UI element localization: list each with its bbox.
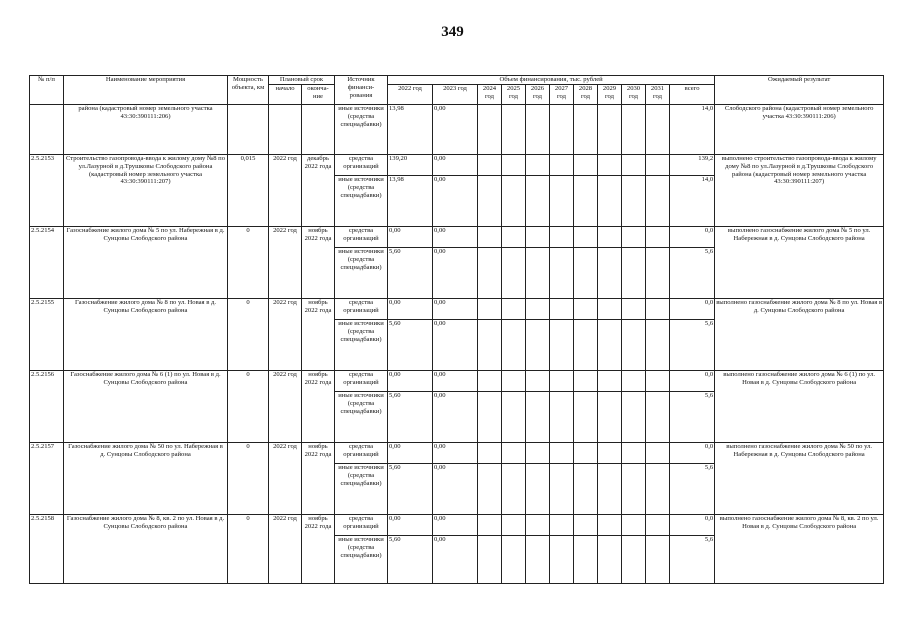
amount-empty <box>478 536 502 584</box>
amount-empty <box>646 443 670 464</box>
amount-empty <box>502 320 526 371</box>
capacity-cell: 0 <box>228 299 269 371</box>
amount-empty <box>646 320 670 371</box>
amount-empty <box>622 299 646 320</box>
continuation-row <box>30 105 884 155</box>
amount-empty <box>550 176 574 227</box>
num-cell: 2.5.2155 <box>30 299 64 371</box>
name-cell: Газоснабжение жилого дома № 8 по ул. Новая в д. Сунцовы Слободского района <box>64 299 228 371</box>
amount-empty <box>550 515 574 536</box>
records-body <box>30 155 884 584</box>
amount-empty <box>622 536 646 584</box>
source-cell: иные источники (средства спецнадбавки) <box>335 176 388 227</box>
amount-empty <box>550 248 574 299</box>
header-start: начало <box>269 85 302 105</box>
amount-total: 0,0 <box>670 515 715 536</box>
record-row-main <box>30 371 884 392</box>
source-cell: иные источники (средства спецнадбавки) <box>335 248 388 299</box>
amount-2023: 0,00 <box>433 443 478 464</box>
amount-2023: 0,00 <box>433 515 478 536</box>
amount-empty <box>574 371 598 392</box>
amount-empty <box>502 227 526 248</box>
amount-empty <box>526 536 550 584</box>
amount-2023: 0,00 <box>433 371 478 392</box>
amount-2022: 0,00 <box>388 371 433 392</box>
header-year: 2029 год <box>598 85 622 105</box>
amount-empty <box>622 320 646 371</box>
amount-2022: 0,00 <box>388 443 433 464</box>
amount-empty <box>550 155 574 176</box>
amount-2022: 0,00 <box>388 515 433 536</box>
amount-total: 0,0 <box>670 371 715 392</box>
amount-empty <box>478 299 502 320</box>
header-funding: Объем финансирования, тыс. рублей <box>388 76 715 85</box>
amount-empty <box>502 155 526 176</box>
funding-table <box>29 75 884 584</box>
amount-empty <box>526 371 550 392</box>
header-year: 2030 год <box>622 85 646 105</box>
record-row-main <box>30 299 884 320</box>
amount-empty <box>622 443 646 464</box>
amount-2022: 5,60 <box>388 320 433 371</box>
header-year: 2028 год <box>574 85 598 105</box>
start-cell: 2022 год <box>269 155 302 227</box>
amount-2022: 5,60 <box>388 536 433 584</box>
amount-2022: 5,60 <box>388 392 433 443</box>
amount-empty <box>646 176 670 227</box>
amount-empty <box>598 392 622 443</box>
amount-2023: 0,00 <box>433 105 478 155</box>
capacity-cell: 0 <box>228 227 269 299</box>
amount-empty <box>574 515 598 536</box>
amount-2023: 0,00 <box>433 536 478 584</box>
amount-empty <box>550 536 574 584</box>
amount-empty <box>502 299 526 320</box>
num-cell: 2.5.2156 <box>30 371 64 443</box>
num-cell <box>30 105 64 155</box>
amount-empty <box>598 299 622 320</box>
amount-empty <box>574 536 598 584</box>
record-row-main <box>30 443 884 464</box>
header-year: 2023 год <box>433 85 478 105</box>
amount-2023: 0,00 <box>433 320 478 371</box>
amount-empty <box>622 248 646 299</box>
amount-2022: 0,00 <box>388 227 433 248</box>
source-cell: средства организаций <box>335 443 388 464</box>
num-cell: 2.5.2153 <box>30 155 64 227</box>
source-cell: иные источники (средства спецнадбавки) <box>335 320 388 371</box>
amount-empty <box>598 464 622 515</box>
capacity-cell: 0,015 <box>228 155 269 227</box>
name-cell: Газоснабжение жилого дома № 5 по ул. Набережная в д. Сунцовы Слободского района <box>64 227 228 299</box>
header-year: 2025 год <box>502 85 526 105</box>
end-cell: ноябрь 2022 года <box>302 299 335 371</box>
amount-empty <box>478 371 502 392</box>
amount-empty <box>646 392 670 443</box>
amount-2022: 13,98 <box>388 105 433 155</box>
amount-empty <box>598 515 622 536</box>
amount-total: 5,6 <box>670 464 715 515</box>
record-row-main <box>30 155 884 176</box>
amount-empty <box>646 515 670 536</box>
amount-empty <box>526 515 550 536</box>
amount-2022: 13,98 <box>388 176 433 227</box>
result-cell: выполнено строительство газопровода-ввода к жилому дому №8 по ул.Лазурной в д.Трушковы Слободского района (кадастровый номер земельного участка 43:30:390111:207) <box>715 155 884 227</box>
amount-total: 14,0 <box>670 105 715 155</box>
source-cell: средства организаций <box>335 371 388 392</box>
source-cell: иные источники (средства спецнадбавки) <box>335 392 388 443</box>
amount-empty <box>598 320 622 371</box>
start-cell: 2022 год <box>269 515 302 584</box>
start-cell: 2022 год <box>269 299 302 371</box>
amount-2023: 0,00 <box>433 299 478 320</box>
amount-empty <box>502 371 526 392</box>
amount-empty <box>598 371 622 392</box>
header-period: Плановый срок <box>269 76 335 85</box>
amount-empty <box>598 443 622 464</box>
amount-empty <box>502 443 526 464</box>
amount-total: 0,0 <box>670 299 715 320</box>
amount-2023: 0,00 <box>433 155 478 176</box>
name-cell: Газоснабжение жилого дома № 50 по ул. Набережная в д. Сунцовы Слободского района <box>64 443 228 515</box>
amount-empty <box>502 248 526 299</box>
amount-empty <box>478 515 502 536</box>
amount-empty <box>574 227 598 248</box>
amount-total: 14,0 <box>670 176 715 227</box>
amount-2023: 0,00 <box>433 227 478 248</box>
amount-empty <box>478 248 502 299</box>
amount-total: 5,6 <box>670 536 715 584</box>
amount-empty <box>502 176 526 227</box>
amount-empty <box>646 299 670 320</box>
source-cell: иные источники (средства спецнадбавки) <box>335 536 388 584</box>
amount-empty <box>526 443 550 464</box>
result-cell: выполнено газоснабжение жилого дома № 8, кв. 2 по ул. Новая в д. Сунцовы Слободского района <box>715 515 884 584</box>
amount-empty <box>550 443 574 464</box>
amount-empty <box>598 176 622 227</box>
amount-total: 0,0 <box>670 227 715 248</box>
name-cell: района (кадастровый номер земельного участка 43:30:390111:206) <box>64 105 228 155</box>
page-number: 349 <box>441 24 464 40</box>
amount-2023: 0,00 <box>433 392 478 443</box>
amount-empty <box>550 320 574 371</box>
header-capacity: Мощность объекта, км <box>228 76 269 105</box>
source-cell: средства организаций <box>335 227 388 248</box>
amount-empty <box>478 155 502 176</box>
source-cell: иные источники (средства спецнадбавки) <box>335 105 388 155</box>
header-year: 2027 год <box>550 85 574 105</box>
end-cell: ноябрь 2022 года <box>302 443 335 515</box>
amount-empty <box>550 299 574 320</box>
amount-empty <box>478 443 502 464</box>
amount-empty <box>574 392 598 443</box>
header-num: № п/п <box>30 76 64 105</box>
amount-empty <box>646 536 670 584</box>
header-year: 2026 год <box>526 85 550 105</box>
amount-2022: 5,60 <box>388 464 433 515</box>
end-cell: ноябрь 2022 года <box>302 371 335 443</box>
amount-empty <box>574 299 598 320</box>
amount-2023: 0,00 <box>433 176 478 227</box>
amount-empty <box>478 392 502 443</box>
result-cell: выполнено газоснабжение жилого дома № 6 (1) по ул. Новая в д. Сунцовы Слободского района <box>715 371 884 443</box>
amount-empty <box>598 248 622 299</box>
name-cell: Строительство газопровода-ввода к жилому дому №8 по ул.Лазурной в д.Трушковы Слободского района (кадастровый номер земельного участка 43:30:390111:207) <box>64 155 228 227</box>
amount-total: 5,6 <box>670 392 715 443</box>
amount-empty <box>550 371 574 392</box>
amount-empty <box>526 227 550 248</box>
source-cell: иные источники (средства спецнадбавки) <box>335 464 388 515</box>
capacity-cell: 0 <box>228 371 269 443</box>
capacity-cell: 0 <box>228 515 269 584</box>
amount-empty <box>646 371 670 392</box>
name-cell: Газоснабжение жилого дома № 6 (1) по ул. Новая в д. Сунцовы Слободского района <box>64 371 228 443</box>
start-cell: 2022 год <box>269 371 302 443</box>
amount-empty <box>526 299 550 320</box>
result-cell: Слободского района (кадастровый номер земельного участка 43:30:390111:206) <box>715 105 884 155</box>
amount-empty <box>574 443 598 464</box>
amount-empty <box>526 176 550 227</box>
result-cell: выполнено газоснабжение жилого дома № 8 по ул. Новая в д. Сунцовы Слободского района <box>715 299 884 371</box>
record-row-main <box>30 227 884 248</box>
amount-empty <box>526 248 550 299</box>
amount-total: 0,0 <box>670 443 715 464</box>
amount-empty <box>550 464 574 515</box>
amount-empty <box>598 227 622 248</box>
amount-empty <box>574 248 598 299</box>
record-row-main <box>30 515 884 536</box>
header-end: оконча- ние <box>302 85 335 105</box>
amount-empty <box>478 176 502 227</box>
num-cell: 2.5.2154 <box>30 227 64 299</box>
result-cell: выполнено газоснабжение жилого дома № 50 по ул. Набережная в д. Сунцовы Слободского района <box>715 443 884 515</box>
amount-empty <box>502 515 526 536</box>
amount-empty <box>598 536 622 584</box>
amount-empty <box>526 392 550 443</box>
amount-empty <box>550 227 574 248</box>
amount-empty <box>646 155 670 176</box>
name-cell: Газоснабжение жилого дома № 8, кв. 2 по ул. Новая в д. Сунцовы Слободского района <box>64 515 228 584</box>
amount-empty <box>478 320 502 371</box>
amount-2023: 0,00 <box>433 464 478 515</box>
start-cell: 2022 год <box>269 227 302 299</box>
amount-empty <box>598 155 622 176</box>
end-cell: ноябрь 2022 года <box>302 515 335 584</box>
amount-empty <box>622 227 646 248</box>
start-cell: 2022 год <box>269 443 302 515</box>
amount-total: 5,6 <box>670 320 715 371</box>
amount-empty <box>526 155 550 176</box>
header-year: 2022 год <box>388 85 433 105</box>
header-total: всего <box>670 85 715 105</box>
amount-empty <box>646 248 670 299</box>
amount-empty <box>502 536 526 584</box>
source-cell: средства организаций <box>335 155 388 176</box>
amount-empty <box>502 464 526 515</box>
amount-2022: 5,60 <box>388 248 433 299</box>
amount-empty <box>574 155 598 176</box>
end-cell: ноябрь 2022 года <box>302 227 335 299</box>
amount-total: 139,2 <box>670 155 715 176</box>
amount-empty <box>502 392 526 443</box>
amount-empty <box>646 227 670 248</box>
header-year: 2024 год <box>478 85 502 105</box>
amount-empty <box>622 515 646 536</box>
header-name: Наименование мероприятия <box>64 76 228 105</box>
amount-empty <box>574 464 598 515</box>
amount-empty <box>526 320 550 371</box>
amount-empty <box>622 176 646 227</box>
amount-empty <box>478 227 502 248</box>
source-cell: средства организаций <box>335 299 388 320</box>
amount-empty <box>622 371 646 392</box>
header-result: Ожидаемый результат <box>715 76 884 105</box>
amount-empty <box>622 464 646 515</box>
amount-empty <box>574 176 598 227</box>
amount-total: 5,6 <box>670 248 715 299</box>
num-cell: 2.5.2158 <box>30 515 64 584</box>
amount-empty <box>526 464 550 515</box>
header-source: Источник финанси- рования <box>335 76 388 105</box>
amount-empty <box>622 392 646 443</box>
amount-2022: 139,20 <box>388 155 433 176</box>
amount-empty <box>574 320 598 371</box>
end-cell: декабрь 2022 года <box>302 155 335 227</box>
header-year: 2031 год <box>646 85 670 105</box>
result-cell: выполнено газоснабжение жилого дома № 5 по ул. Набережная в д. Сунцовы Слободского района <box>715 227 884 299</box>
amount-empty <box>646 464 670 515</box>
source-cell: средства организаций <box>335 515 388 536</box>
amount-empty <box>550 392 574 443</box>
amount-2022: 0,00 <box>388 299 433 320</box>
capacity-cell: 0 <box>228 443 269 515</box>
amount-empty <box>478 464 502 515</box>
amount-empty <box>622 155 646 176</box>
num-cell: 2.5.2157 <box>30 443 64 515</box>
amount-2023: 0,00 <box>433 248 478 299</box>
